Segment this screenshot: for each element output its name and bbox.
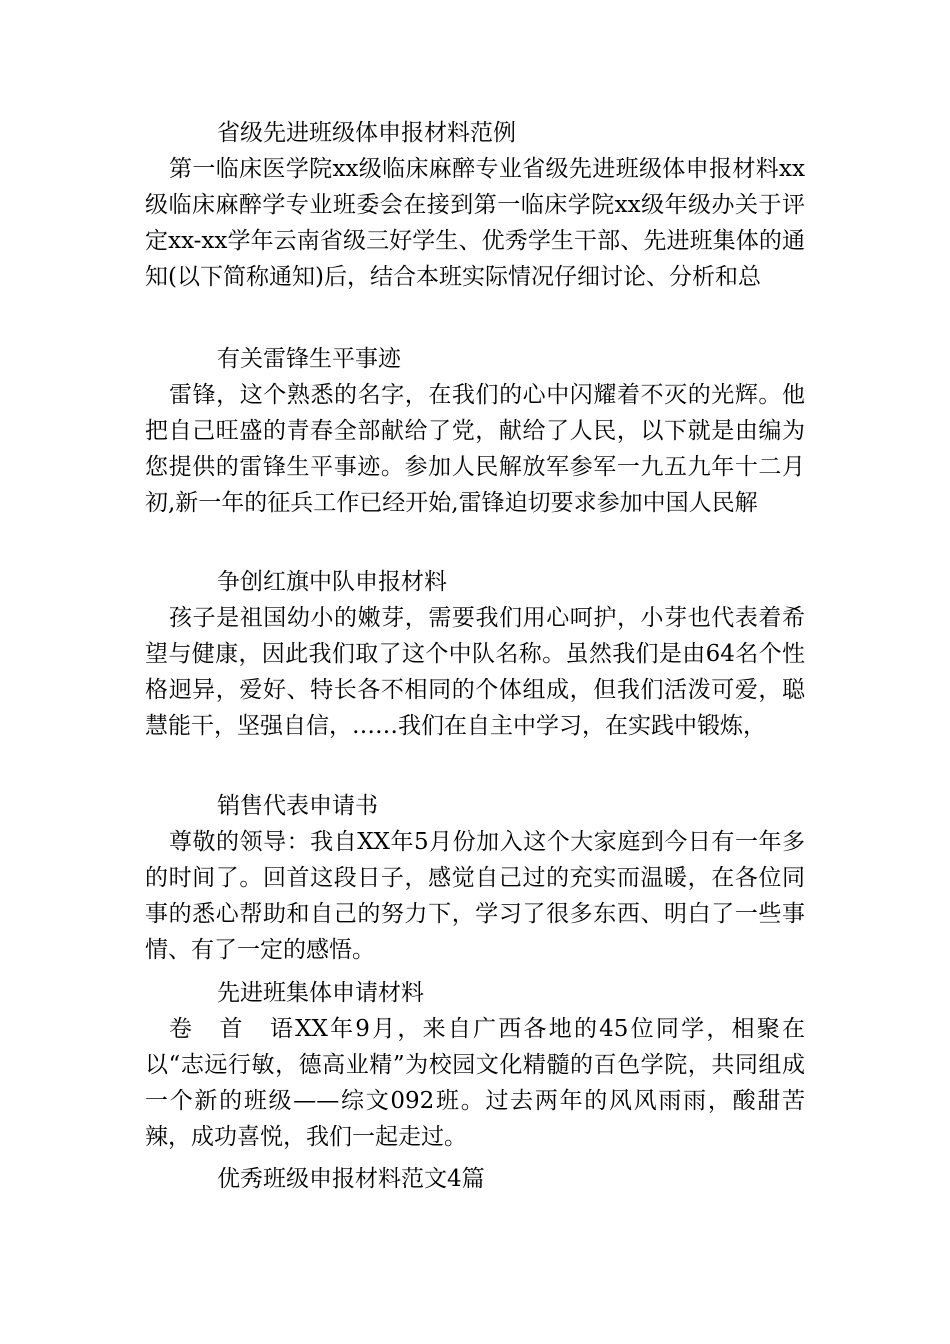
section-title: 争创红旗中队申报材料 — [217, 569, 447, 595]
section-title: 销售代表申请书 — [217, 793, 378, 819]
section-3 — [145, 564, 805, 744]
section-body: 尊敬的领导：我自XX年5月份加入这个大家庭到今日有一年多的时间了。回首这段日子，感觉自己过的充实而温暖，在各位同事的悉心帮助和自己的努力下，学习了很多东西、明白了一些事情、有了一定的感悟。 — [145, 829, 805, 963]
section-body: 雷锋，这个熟悉的名字，在我们的心中闪耀着不灭的光辉。他把自己旺盛的青春全部献给了党，献给了人民，以下就是由编为您提供的雷锋生平事迹。参加人民解放军参军一九五九年十二月初,新一年的征兵工作已经开始,雷锋迫切要求参加中国人民解 — [145, 382, 805, 516]
section-4 — [145, 788, 805, 968]
section-body: 孩子是祖国幼小的嫩芽，需要我们用心呵护，小芽也代表着希望与健康，因此我们取了这个中队名称。虽然我们是由64名个性格迥异，爱好、特长各不相同的个体组成，但我们活泼可爱，聪慧能干，坚强自信，……我们在自主中学习，在实践中锻炼， — [145, 605, 805, 739]
section-body: 第一临床医学院xx级临床麻醉专业省级先进班级体申报材料xx级临床麻醉学专业班委会在接到第一临床学院xx级年级办关于评定xx-xx学年云南省级三好学生、优秀学生干部、先进班集体的通知(以下简称通知)后，结合本班实际情况仔细讨论、分析和总 — [145, 156, 805, 290]
section-body: 卷 首 语XX年9月，来自广西各地的45位同学，相聚在以“志远行敏，德高业精”为校园文化精髓的百色学院，共同组成一个新的班级——综文092班。过去两年的风风雨雨，酸甜苦辣，成功喜悦，我们一起走过。 — [145, 1016, 805, 1150]
section-title: 有关雷锋生平事迹 — [217, 346, 401, 372]
section-title: 优秀班级申报材料范文4篇 — [217, 1166, 485, 1192]
section-5 — [145, 975, 805, 1155]
section-6 — [145, 1161, 805, 1197]
section-1 — [145, 115, 805, 295]
section-title: 省级先进班级体申报材料范例 — [217, 120, 516, 146]
section-2 — [145, 341, 805, 521]
section-title: 先进班集体申请材料 — [217, 980, 424, 1006]
